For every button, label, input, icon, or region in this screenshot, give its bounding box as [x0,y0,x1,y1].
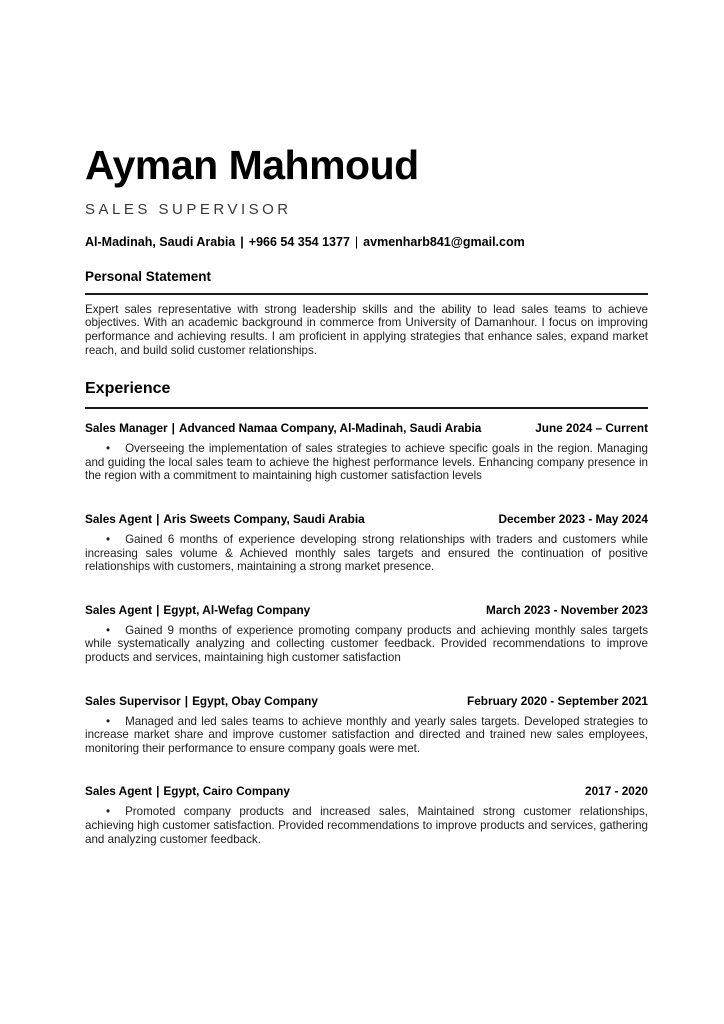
bullet-icon: • [106,532,111,546]
entry-company: Egypt, Cairo Company [163,784,290,799]
entry-header [85,694,648,708]
entry-role: Sales Supervisor [85,693,181,708]
entry-header [85,512,648,526]
experience-entries [85,421,648,846]
bullet-icon: • [106,714,111,728]
entry-dates: 2017 - 2020 [585,784,648,799]
entry-description [85,715,648,756]
entry-description [85,533,648,574]
entry-role: Sales Agent [85,511,153,526]
entry-description-text: Managed and led sales teams to achieve monthly and yearly sales targets. Developed strategies to increase market share and improve customer satisfaction and directed and trained new sales employees, monitoring their performance to ensure company goals were met. [85,714,648,755]
candidate-name: Ayman Mahmoud [85,142,419,188]
entry-separator: | [156,784,160,799]
entry-title [85,512,365,526]
personal-statement-heading: Personal Statement [85,268,212,284]
entry-header [85,421,648,435]
entry-description-text: Promoted company products and increased sales, Maintained strong customer relationships, achieving high customer satisfaction. Provided recommendations to improve products and services, gathering and analyzing customer feedback. [85,805,648,846]
contact-phone: +966 54 354 1377 [248,234,350,249]
contact-separator: | [240,234,244,249]
entry-dates: February 2020 - September 2021 [467,693,648,708]
section-rule [85,407,648,409]
entry-separator: | [156,602,160,617]
entry-dates: June 2024 – Current [535,421,648,436]
entry-role: Sales Agent [85,602,153,617]
bullet-icon: • [106,623,111,637]
entry-description-text: Gained 9 months of experience promoting company products and achieving monthly sales targets while systematically analyzing and collecting customer feedback. Provided recommendations to improve products and services, maintaining high customer satisfaction [85,623,648,664]
entry-title [85,421,481,435]
entry-description-text: Gained 6 months of experience developing strong relationships with traders and customers while increasing sales volume & Achieved monthly sales targets and ensured the continuation of positive relationships with customers, maintaining a strong market presence. [85,532,648,574]
entry-description [85,442,648,483]
experience-entry [85,421,648,483]
entry-title [85,694,318,708]
entry-separator: | [171,421,175,436]
entry-company: Egypt, Obay Company [192,693,318,708]
experience-entry [85,512,648,574]
entry-separator: | [156,511,160,526]
contact-line [85,235,648,249]
entry-header [85,603,648,617]
candidate-job-title: SALES SUPERVISOR [85,200,292,218]
entry-separator: | [184,693,189,708]
bullet-icon: • [106,442,111,456]
contact-location: Al-Madinah, Saudi Arabia [85,234,236,249]
experience-entry [85,603,648,665]
entry-company: Advanced Namaa Company, Al-Madinah, Saudi Arabia [178,421,482,436]
contact-email: avmenharb841@gmail.com [363,234,525,249]
entry-header [85,784,648,798]
entry-title [85,784,290,798]
experience-heading: Experience [85,380,171,398]
experience-entry [85,694,648,756]
entry-company: Aris Sweets Company, Saudi Arabia [163,511,365,526]
entry-role: Sales Agent [85,784,153,799]
personal-statement-body: Expert sales representative with strong leadership skills and the ability to lead sales teams to achieve objectives. With an academic background in commerce from University of Damanhour. I focus on improving performance and achieving results. I am proficient in applying strategies that enhance sales, expand market reach, and build solid customer relationships. [85,302,648,357]
entry-role: Sales Manager [85,421,168,436]
entry-dates: December 2023 - May 2024 [498,511,648,526]
entry-description [85,624,648,665]
entry-company: Egypt, Al-Wefag Company [163,602,311,617]
contact-separator: | [354,234,359,249]
entry-dates: March 2023 - November 2023 [486,602,648,617]
entry-description [85,805,648,846]
entry-description-text: Overseeing the implementation of sales strategies to achieve specific goals in the region. Managing and guiding the local sales team to achieve the highest performance levels. Enhancing company presence in the region with a commitment to maintaining high customer satisfaction levels [85,442,648,483]
entry-title [85,603,310,617]
experience-entry [85,784,648,846]
section-rule [85,293,648,295]
bullet-icon: • [106,805,111,819]
